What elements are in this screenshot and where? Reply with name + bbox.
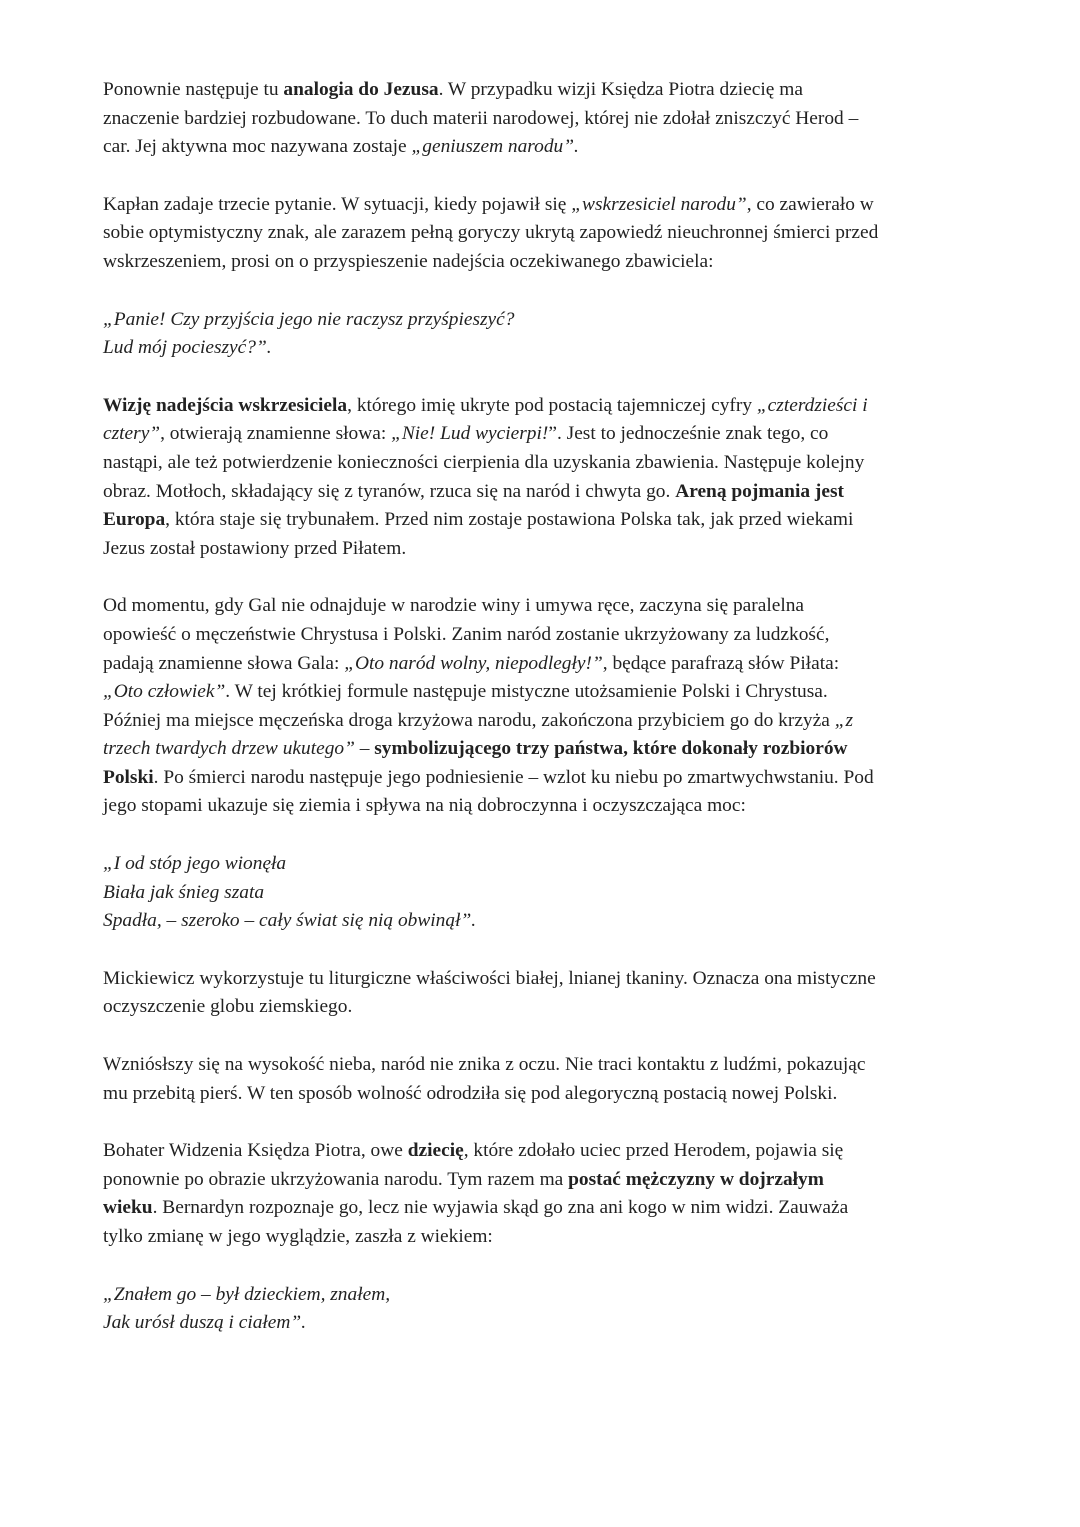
text-run: , które zdołało uciec przed Herodem, pojawia się xyxy=(463,1140,844,1162)
text-line xyxy=(103,792,983,821)
bold-text: symbolizującego trzy państwa, które dokonały rozbiorów xyxy=(374,738,848,760)
text-line xyxy=(103,105,983,134)
text-run: padają znamienne słowa Gala: xyxy=(103,652,345,674)
text-line xyxy=(103,678,983,707)
text-line xyxy=(103,965,983,994)
bold-text: Areną pojmania jest xyxy=(675,480,844,502)
text-line xyxy=(103,1080,983,1109)
italic-text: „Panie! Czy przyjścia jego nie raczysz przyśpieszyć? xyxy=(103,308,515,330)
text-run: oczyszczenie globu ziemskiego. xyxy=(103,996,353,1018)
text-run: ponownie po obrazie ukrzyżowania narodu. Tym razem ma xyxy=(103,1168,569,1190)
quote-block xyxy=(103,1281,983,1338)
text-run: , którego imię ukryte pod postacią tajemniczej cyfry xyxy=(347,394,757,416)
bold-text: postać mężczyzny w dojrzałym xyxy=(568,1168,824,1190)
text-run: Bohater Widzenia Księdza Piotra, owe xyxy=(103,1140,408,1162)
text-line xyxy=(103,392,983,421)
text-run: . Po śmierci narodu następuje jego podniesienie – wzlot ku niebu po zmartwychwstaniu. Pod xyxy=(153,766,874,788)
text-run: jego stopami ukazuje się ziemia i spływa na nią dobroczynna i oczyszczająca moc: xyxy=(103,795,746,817)
text-line xyxy=(103,1281,983,1310)
text-run: znaczenie bardziej rozbudowane. To duch materii narodowej, której nie zdołał zniszczyć Herod – xyxy=(103,107,859,129)
paragraph xyxy=(103,76,983,162)
text-line xyxy=(103,993,983,1022)
text-line xyxy=(103,76,983,105)
italic-text: Jak urósł duszą i ciałem”. xyxy=(103,1312,307,1334)
text-run: Wzniósłszy się na wysokość nieba, naród nie znika z oczu. Nie traci kontaktu z ludźmi, pokazując xyxy=(103,1054,866,1076)
italic-text: cztery” xyxy=(103,423,161,445)
text-run: Później ma miejsce męczeńska droga krzyżowa narodu, zakończona przybiciem go do krzyża xyxy=(103,709,835,731)
text-line xyxy=(103,850,983,879)
text-line xyxy=(103,219,983,248)
text-line xyxy=(103,133,983,162)
paragraph xyxy=(103,392,983,564)
italic-text: Biała jak śnieg szata xyxy=(103,881,265,903)
text-run: wskrzeszeniem, prosi on o przyspieszenie nadejścia oczekiwanego zbawiciela: xyxy=(103,250,714,272)
text-run: Kapłan zadaje trzecie pytanie. W sytuacji, kiedy pojawił się xyxy=(103,193,572,215)
text-run: , będące parafrazą słów Piłata: xyxy=(602,652,840,674)
text-run: tylko zmianę w jego wyglądzie, zaszła z wiekiem: xyxy=(103,1226,493,1247)
italic-text: „Oto człowiek” xyxy=(103,681,226,703)
text-line xyxy=(103,306,983,335)
text-run: . W przypadku wizji Księdza Piotra dziecię ma xyxy=(438,79,803,100)
text-run: sobie optymistyczny znak, ale zarazem pełną goryczy ukrytą zapowiedź nieuchronnej śmierci przed xyxy=(103,222,879,244)
text-run: Od momentu, gdy Gal nie odnajduje w narodzie winy i umywa ręce, zaczyna się paralelna xyxy=(103,595,805,617)
text-run: Mickiewicz wykorzystuje tu liturgiczne właściwości białej, lnianej tkaniny. Oznacza ona mistyczne xyxy=(103,967,876,989)
document-page xyxy=(103,76,983,1338)
text-line xyxy=(103,1051,983,1080)
italic-text: „I od stóp jego wionęła xyxy=(103,853,287,875)
paragraph xyxy=(103,191,983,277)
text-run: . Bernardyn rozpoznaje go, lecz nie wyjawia skąd go zna ani kogo w nim widzi. Zauważa xyxy=(152,1197,849,1219)
text-line xyxy=(103,1223,983,1252)
text-line xyxy=(103,735,983,764)
italic-text: „Nie! Lud wycierpi! xyxy=(391,423,549,445)
text-run: nastąpi, ale też potwierdzenie konieczności cierpienia dla uzyskania zbawienia. Następuje kolejny xyxy=(103,451,865,473)
text-run: mu przebitą pierś. W ten sposób wolność odrodziła się pod alegoryczną postacią nowej Polski. xyxy=(103,1082,838,1104)
text-run: . W tej krótkiej formule następuje mistyczne utożsamienie Polski i Chrystusa. xyxy=(225,681,828,703)
paragraph xyxy=(103,965,983,1022)
text-line xyxy=(103,621,983,650)
text-line xyxy=(103,1309,983,1338)
bold-text: dziecię xyxy=(407,1140,464,1162)
text-line xyxy=(103,449,983,478)
italic-text: Lud mój pocieszyć?”. xyxy=(103,337,272,359)
italic-text: „z xyxy=(834,709,854,731)
text-line xyxy=(103,650,983,679)
text-run: – xyxy=(354,738,375,760)
quote-block xyxy=(103,850,983,936)
bold-text: Europa xyxy=(103,509,166,531)
paragraph xyxy=(103,592,983,821)
text-line xyxy=(103,1166,983,1195)
text-run: Ponownie następuje tu xyxy=(103,79,284,100)
text-line xyxy=(103,592,983,621)
text-line xyxy=(103,1137,983,1166)
text-line xyxy=(103,191,983,220)
text-line xyxy=(103,248,983,277)
text-line xyxy=(103,879,983,908)
text-line xyxy=(103,420,983,449)
text-line xyxy=(103,1194,983,1223)
italic-text: „Znałem go – był dzieckiem, znałem, xyxy=(103,1283,391,1305)
paragraph xyxy=(103,1137,983,1251)
text-line xyxy=(103,506,983,535)
text-run: , która staje się trybunałem. Przed nim zostaje postawiona Polska tak, jak przed wiekami xyxy=(165,509,854,531)
bold-text: analogia do Jezusa xyxy=(283,79,439,100)
italic-text: Spadła, – szeroko – cały świat się nią obwinął”. xyxy=(103,910,477,932)
paragraph xyxy=(103,1051,983,1108)
text-line xyxy=(103,334,983,363)
text-run: ”. Jest to jednocześnie znak tego, co xyxy=(548,423,829,445)
text-line xyxy=(103,478,983,507)
text-line xyxy=(103,907,983,936)
bold-text: Polski xyxy=(103,766,154,788)
bold-text: wieku xyxy=(103,1197,153,1219)
italic-text: „wskrzesiciel narodu” xyxy=(571,193,747,215)
text-run: car. Jej aktywna moc nazywana zostaje xyxy=(103,136,412,158)
text-run: obraz. Motłoch, składający się z tyranów, rzuca się na naród i chwyta go. xyxy=(103,480,676,502)
text-run: , co zawierało w xyxy=(746,193,874,215)
text-run: opowieść o męczeństwie Chrystusa i Polski. Zanim naród zostanie ukrzyżowany za ludzkość, xyxy=(103,623,830,645)
text-line xyxy=(103,764,983,793)
text-line xyxy=(103,535,983,564)
quote-block xyxy=(103,306,983,363)
text-line xyxy=(103,707,983,736)
italic-text: trzech twardych drzew ukutego” xyxy=(103,738,355,760)
italic-text: „czterdzieści i xyxy=(756,394,868,416)
italic-text: „Oto naród wolny, niepodległy!” xyxy=(344,652,603,674)
italic-text: „geniuszem narodu”. xyxy=(411,136,579,158)
text-run: Jezus został postawiony przed Piłatem. xyxy=(103,537,407,559)
text-run: , otwierają znamienne słowa: xyxy=(160,423,392,445)
bold-text: Wizję nadejścia wskrzesiciela xyxy=(103,394,348,416)
